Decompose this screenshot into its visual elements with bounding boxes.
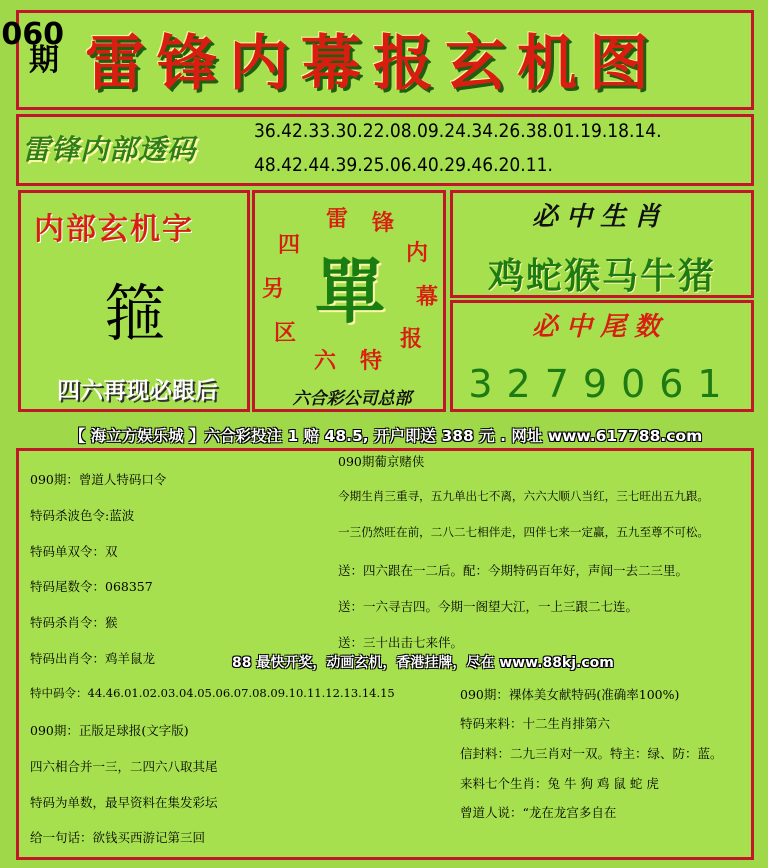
right-item: 送：四六跟在一二后。配：今期特码百年好，声闻一去二三里。 [338, 563, 689, 578]
left-item: 特码杀肖令：猴 [30, 615, 118, 630]
right-item: 信封料：二九三肖对一双。特主：绿、防：蓝。 [460, 746, 723, 761]
mystery-character: 箍 [103, 277, 166, 350]
right-item: 090期葡京赌侠 [338, 454, 425, 469]
ring-char: 特 [359, 348, 382, 374]
left-item: 特码单双令：双 [30, 544, 118, 559]
right-item: 一三仍然旺在前，二八二七相伴走，四伴七来一定赢，五九至尊不可松。 [338, 525, 710, 539]
center-character: 單 [315, 250, 385, 333]
ring-char: 内 [405, 240, 428, 266]
ring-char: 四 [277, 232, 300, 258]
left-item: 090期：曾道人特码口令 [30, 472, 167, 487]
kj-banner[interactable]: 88 最快开奖，动画玄机，香港挂牌，尽在 www.88kj.com [232, 655, 614, 671]
ring-char: 雷 [325, 206, 348, 232]
ring-char: 六 [313, 348, 336, 374]
left-item: 090期：正版足球报(文字版) [30, 723, 189, 738]
issue-suffix: 期 [29, 43, 59, 78]
right-item: 曾道人说：“龙在龙宫多自在 [460, 805, 617, 820]
numbers-line-2: 48.42.44.39.25.06.40.29.46.20.11. [254, 154, 553, 176]
right-item: 今期生肖三重寻，五九单出七不离，六六大顺八当红，三七旺出五九跟。 [338, 489, 710, 503]
issue-number [1, 14, 64, 78]
numbers-line-1: 36.42.33.30.22.08.09.24.34.26.38.01.19.18.14. [254, 120, 662, 142]
left-panel-title: 内部玄机字 [34, 212, 194, 247]
ring-char: 另 [261, 276, 284, 302]
company-label: 六合彩公司总部 [292, 389, 412, 409]
issue-num: 090 [1, 14, 64, 49]
promo-banner[interactable]: 【 海立方娱乐城 】六合彩投注 1 赔 48.5, 开户即送 388 元 . 网址 www.617788.com [69, 427, 703, 445]
tail-digits: 3279061 [468, 362, 736, 406]
left-item: 特码杀波色令:蓝波 [30, 508, 135, 523]
right-item: 特码来料：十二生肖排第六 [460, 716, 611, 731]
left-panel-text: 四六再现必跟后 [57, 377, 218, 404]
left-item: 特码尾数令：068357 [30, 579, 153, 594]
ring-char: 幕 [415, 284, 438, 310]
ring-char: 区 [273, 320, 296, 346]
right-item: 来料七个生肖：兔 牛 狗 鸡 鼠 蛇 虎 [460, 776, 659, 791]
right-item: 送：三十出击七来伴。 [338, 635, 464, 650]
left-item: 四六相合并一三，二四六八取其尾 [30, 759, 218, 774]
tail-title: 必中尾数 [531, 312, 668, 342]
left-item: 给一句话：欲钱买西游记第三回 [30, 830, 206, 845]
left-item: 特码出肖令：鸡羊鼠龙 [30, 651, 156, 666]
right-item: 090期：裸体美女献特码(准确率100%) [460, 687, 680, 702]
numbers-label: 雷锋内部透码 [22, 133, 197, 166]
ring-char: 报 [399, 326, 422, 352]
page-title: 雷锋内幕报玄机图 [85, 29, 661, 99]
zodiac-list: 鸡蛇猴马牛猪 [487, 255, 716, 297]
left-item: 特中码令：44.46.01.02.03.04.05.06.07.08.09.10.11.12.13.14.15 [30, 686, 395, 700]
right-item: 送：一六寻吉四。今期一阁望大江，一上三跟二七连。 [338, 599, 639, 614]
left-item: 特码为单数，最早资料在集发彩坛 [30, 795, 218, 810]
zodiac-title: 必中生肖 [531, 202, 668, 232]
ring-char: 锋 [371, 210, 394, 236]
